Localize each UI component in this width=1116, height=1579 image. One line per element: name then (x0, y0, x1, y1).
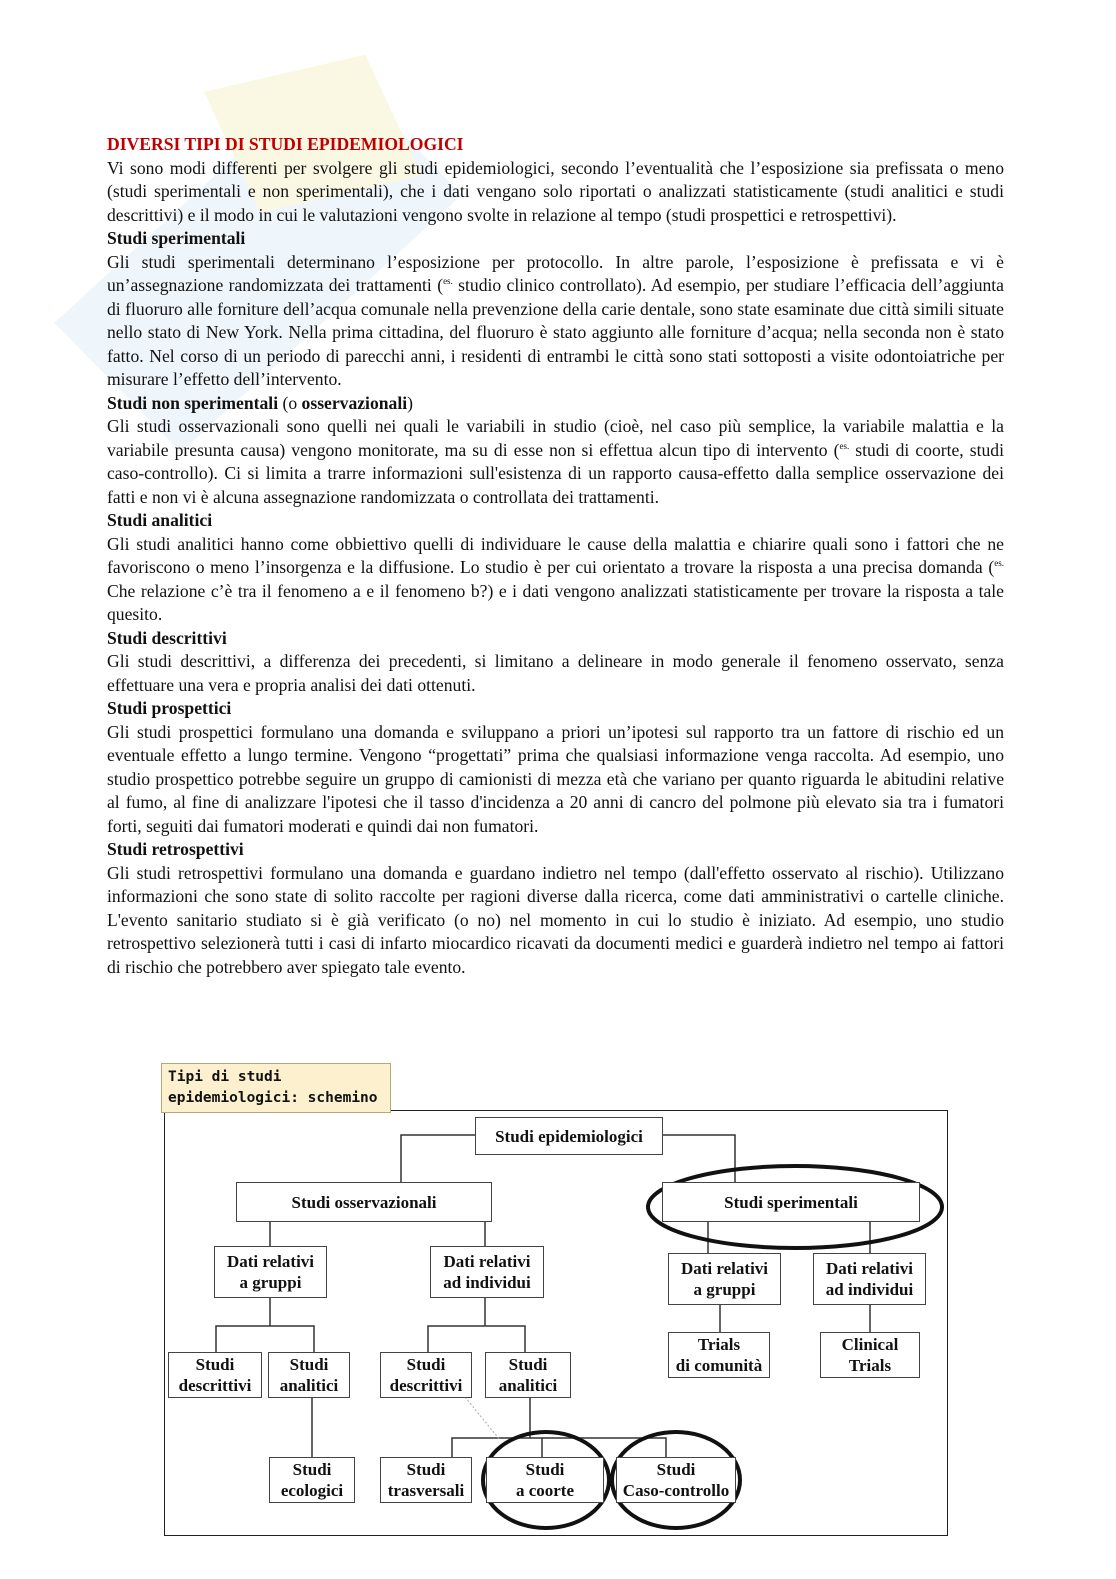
heading-studi-non-sperimentali: Studi non sperimentali (o osservazionali) (107, 392, 413, 413)
node-sper-dati-gruppi: Dati relativi a gruppi (668, 1253, 781, 1305)
node-gruppi-studi-descrittivi: Studi descrittivi (168, 1352, 262, 1398)
node-studi-osservazionali: Studi osservazionali (236, 1182, 492, 1222)
heading-studi-retrospettivi: Studi retrospettivi (107, 839, 244, 859)
heading-studi-analitici: Studi analitici (107, 510, 213, 530)
node-trials-di-comunita: Trials di comunità (668, 1332, 770, 1378)
node-individui-studi-descrittivi: Studi descrittivi (380, 1352, 472, 1398)
heading-studi-descrittivi: Studi descrittivi (107, 627, 227, 648)
diagram-label: Tipi di studi epidemiologici: schemino (161, 1063, 391, 1113)
es-superscript: es. (994, 558, 1004, 569)
node-sper-dati-individui: Dati relativi ad individui (813, 1253, 926, 1305)
node-studi-epidemiologici: Studi epidemiologici (475, 1117, 663, 1155)
es-superscript: es. (443, 276, 453, 287)
heading-studi-sperimentali: Studi sperimentali (107, 228, 246, 248)
paragraph-studi-non-sperimentali: Gli studi osservazionali sono quelli nei quali le variabili in studio (cioè, nel caso più semplice, la variabile malattia e la variabile presunta causa) vengono monitorate, ma su di esse non si effettua alcun tipo di intervento ($^{es.}$ studi di coorte, studi caso-controllo). Ci si limita a trarre informazioni sull'esistenza di un rapporto causa-effetto dalla semplice osservazione dei fatti e non vi è alcuna assegnazione randomizzata o controllata dei trattamenti. (107, 416, 1004, 507)
node-gruppi-studi-analitici: Studi analitici (268, 1352, 350, 1398)
node-studi-ecologici: Studi ecologici (269, 1457, 355, 1503)
node-studi-sperimentali: Studi sperimentali (662, 1182, 920, 1222)
diagram-frame (164, 1110, 948, 1536)
node-clinical-trials: Clinical Trials (820, 1332, 920, 1378)
paragraph-studi-retrospettivi: Gli studi retrospettivi formulano una domanda e guardano indietro nel tempo (dall'effetto osservato al rischio). Utilizzano informazioni che sono state di solito raccolte per ragioni diverse dalla ricerca, come dati amministrativi o cartelle cliniche. L'evento sanitario studiato si è già verificato (o no) nel momento in cui lo studio è iniziato. Ad esempio, uno studio retrospettivo selezionerà tutti i casi di infarto miocardico ricavati da documenti medici e guarderà indietro nel tempo ai fattori di rischio che potrebbero aver spiegato tale evento. (107, 862, 1004, 977)
node-studi-trasversali: Studi trasversali (380, 1457, 472, 1503)
paragraph-studi-descrittivi: Gli studi descrittivi, a differenza dei precedenti, si limitano a delineare in modo generale il fenomeno osservato, senza effettuare una vera e propria analisi dei dati ottenuti. (107, 651, 1004, 695)
paragraph-studi-analitici: Gli studi analitici hanno come obbiettivo quelli di individuare le cause della malattia e chiarire quali sono i fattori che ne favoriscono o meno l’insorgenza e la diffusione. Lo studio è per cui orientato a trovare la risposta a una precisa domanda ($^{es.}$ Che relazione c’è tra il fenomeno a e il fenomeno b?) e i dati vengono analizzati statisticamente per trovare la risposta a tale quesito. (107, 533, 1004, 624)
node-studi-caso-controllo: Studi Caso-controllo (616, 1457, 736, 1503)
document-body (107, 133, 1004, 979)
node-individui-studi-analitici: Studi analitici (485, 1352, 571, 1398)
es-superscript: es. (839, 440, 850, 451)
node-oss-dati-gruppi: Dati relativi a gruppi (214, 1246, 327, 1298)
document-title: DIVERSI TIPI DI STUDI EPIDEMIOLOGICI (107, 134, 464, 154)
paragraph-studi-prospettici: Gli studi prospettici formulano una domanda e sviluppano a priori un’ipotesi sul rapporto tra un fattore di rischio ed un eventuale effetto a lungo termine. Vengono “progettati” prima che qualsiasi informazione venga raccolta. Ad esempio, uno studio prospettico potrebbe seguire un gruppo di camionisti di mezza età che variano per quanto riguarda le abitudini relative al fumo, al fine di analizzare l'ipotesi che il tasso d'incidenza a 20 anni di cancro del polmone più elevato sia tra i fumatori forti, seguiti dai fumatori moderati e quindi dai non fumatori. (107, 721, 1004, 836)
heading-studi-prospettici: Studi prospettici (107, 698, 232, 718)
paragraph-studi-sperimentali: Gli studi sperimentali determinano l’esposizione per protocollo. In altre parole, l’esposizione è prefissata e vi è un’assegnazione randomizzata dei trattamenti ($^{es.}$ studio clinico controllato). Ad esempio, per studiare l’efficacia dell’aggiunta di fluoruro alle forniture dell’acqua comunale nella prevenzione della carie dentale, sono state esaminate due città simili situate nello stato di New York. Nella prima cittadina, del fluoruro è stato aggiunto alle forniture d’acqua; nella seconda non è stato fatto. Nel corso di un periodo di parecchi anni, i residenti di entrambi le città sono stati sottoposti a visite odontoiatriche per misurare l’effetto dell’intervento. (107, 251, 1004, 389)
node-studi-a-coorte: Studi a coorte (486, 1457, 604, 1503)
intro-paragraph: Vi sono modi differenti per svolgere gli studi epidemiologici, secondo l’eventualità che l’esposizione sia prefissata o meno (studi sperimentali e non sperimentali), che i dati vengano solo riportati o analizzati statisticamente (studi analitici e studi descrittivi) e il modo in cui le valutazioni vengono svolte in relazione al tempo (studi prospettici e retrospettivi). (107, 157, 1004, 225)
node-oss-dati-individui: Dati relativi ad individui (430, 1246, 544, 1298)
